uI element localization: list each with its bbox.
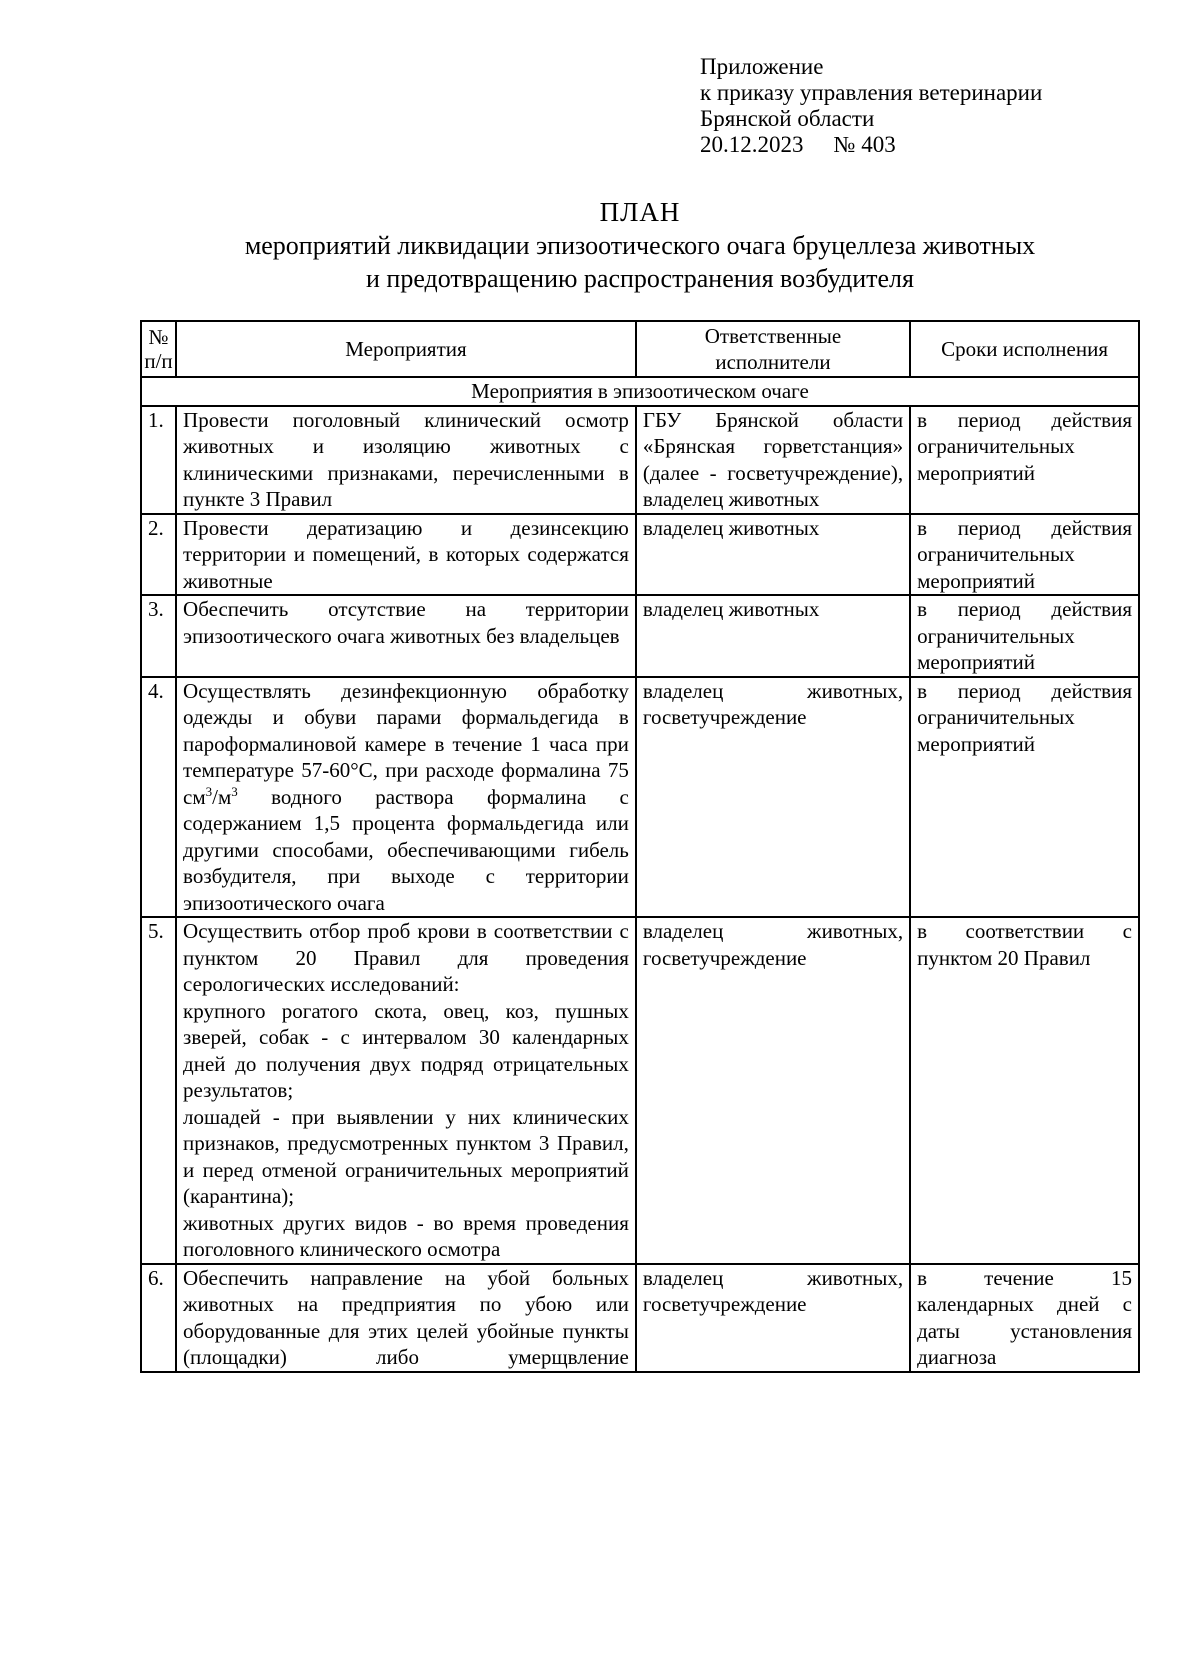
row-number: 5. [141,917,176,1264]
table-row [141,514,1139,596]
row-term: в соответствии с пунктом 20 Правил [910,917,1139,1264]
activity-line: животных других видов - во время проведения поголовного клинического осмотра [183,1210,629,1261]
activity-line: Осуществить отбор проб крови в соответствии с пунктом 20 Правил для проведения серологических исследований: [183,919,629,996]
row-responsible: владелец животных, госветучреждение [636,917,910,1264]
row-activity [176,677,636,918]
table-header-row [141,321,1139,377]
document-title [130,196,1150,294]
row-number: 1. [141,406,176,514]
row-activity-part2: водного раствора формалина с содержанием 1,5 процента формальдегида или другими способами, обеспечивающими гибель возбудителя, при выходе с территории эпизоотического очага [183,784,629,915]
unit-superscript: 3 [205,783,213,799]
plan-subtitle-line2: и предотвращению распространения возбудителя [366,264,914,293]
annex-region: Брянской области [700,106,875,131]
row-activity [176,917,636,1264]
annex-date: 20.12.2023 [700,132,804,157]
table-row [141,595,1139,677]
table-row [141,406,1139,514]
row-term: в течение 15 календарных дней с даты установления диагноза [910,1264,1139,1372]
row-term: в период действия ограничительных мероприятий [910,677,1139,918]
table-row [141,1264,1139,1372]
annex-header [700,54,1170,158]
activity-line: крупного рогатого скота, овец, коз, пушных зверей, собак - с интервалом 30 календарных дней до получения двух подряд отрицательных результатов; [183,998,629,1102]
row-number: 6. [141,1264,176,1372]
plan-subtitle-line1: мероприятий ликвидации эпизоотического очага бруцеллеза животных [244,231,1036,260]
row-number: 3. [141,595,176,677]
row-activity: Обеспечить отсутствие на территории эпизоотического очага животных без владельцев [176,595,636,677]
unit-superscript: 3 [231,783,238,799]
annex-number: № 403 [833,132,896,157]
annex-label: Приложение [700,54,824,79]
section-title: Мероприятия в эпизоотическом очаге [141,377,1139,406]
header-number: № п/п [141,321,176,377]
table-row [141,917,1139,1264]
row-responsible: ГБУ Брянской области «Брянская горветстанция» (далее - госветучреждение), владелец животных [636,406,910,514]
table-row [141,677,1139,918]
plan-heading: ПЛАН [599,197,681,227]
row-responsible: владелец животных, госветучреждение [636,677,910,918]
row-activity-part1: Осуществлять дезинфекционную обработку одежды и обуви парами формальдегида в пароформалиновой камере в течение 1 часа при температуре 57-60°С, при расходе формалина 75 см [183,678,629,809]
row-activity: Провести дератизацию и дезинсекцию территории и помещений, в которых содержатся животные [176,514,636,596]
section-row [141,377,1139,406]
row-number: 4. [141,677,176,918]
annex-date-line [700,132,1170,158]
row-responsible: владелец животных, госветучреждение [636,1264,910,1372]
annex-order-ref: к приказу управления ветеринарии [700,80,1043,105]
row-activity: Провести поголовный клинический осмотр животных и изоляцию животных с клиническими признаками, перечисленными в пункте 3 Правил [176,406,636,514]
row-responsible: владелец животных [636,514,910,596]
header-activity: Мероприятия [176,321,636,377]
row-term: в период действия ограничительных мероприятий [910,595,1139,677]
row-number: 2. [141,514,176,596]
row-responsible: владелец животных [636,595,910,677]
row-term: в период действия ограничительных мероприятий [910,514,1139,596]
plan-table [140,320,1140,1373]
header-responsible: Ответственные исполнители [636,321,910,377]
activity-line: лошадей - при выявлении у них клинических признаков, предусмотренных пунктом 3 Правил, и перед отменой ограничительных мероприятий (карантина); [183,1104,629,1208]
row-activity-unit: /м [212,784,232,809]
row-activity: Обеспечить направление на убой больных животных на предприятия по убою или оборудованные для этих целей убойные пункты (площадки) либо умерщвление [176,1264,636,1372]
row-term: в период действия ограничительных мероприятий [910,406,1139,514]
header-term: Сроки исполнения [910,321,1139,377]
